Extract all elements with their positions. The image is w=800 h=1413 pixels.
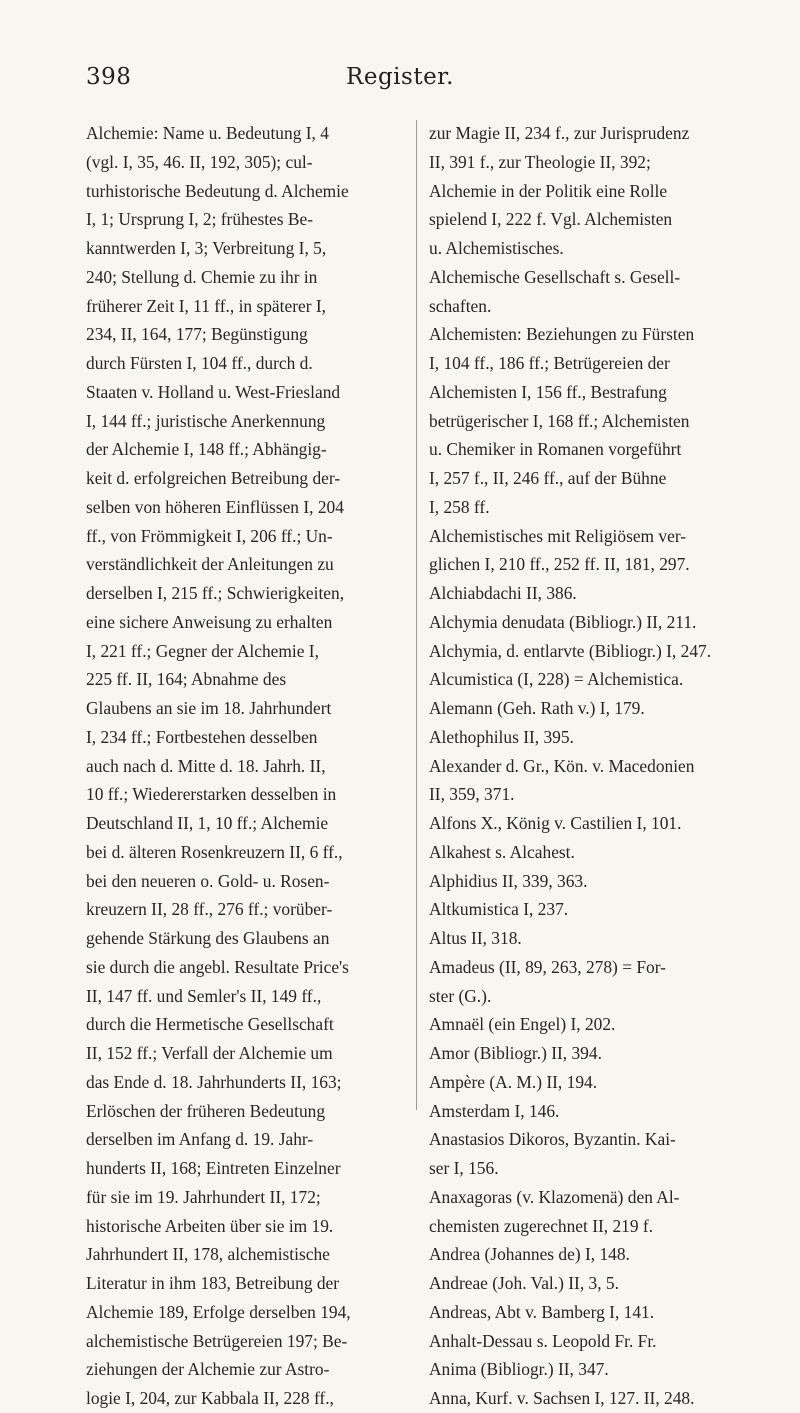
index-line: Anastasios Dikoros, Byzantin. Kai- (429, 1129, 676, 1150)
index-line: Andreae (Joh. Val.) II, 3, 5. (429, 1273, 619, 1293)
index-line: Alethophilus II, 395. (429, 726, 574, 747)
index-line: turhistorische Bedeutung d. Alchemie (86, 180, 349, 201)
index-line: (vgl. I, 35, 46. II, 192, 305); cul- (86, 151, 313, 172)
index-line: Andrea (Johannes de) I, 148. (429, 1244, 630, 1265)
index-line: Glaubens an sie im 18. Jahrhundert (86, 698, 332, 718)
index-line: Alcumistica (I, 228) = Alchemistica. (429, 669, 684, 690)
index-line: Anaxagoras (v. Klazomenä) den Al- (429, 1186, 680, 1207)
index-line: Alfons X., König v. Castilien I, 101. (429, 813, 682, 833)
index-line: u. Alchemistisches. (429, 238, 564, 258)
index-line: Alchemisten I, 156 ff., Bestrafung (429, 381, 667, 402)
index-line: u. Chemiker in Romanen vorgeführt (429, 439, 682, 460)
index-line: Alchemisten: Beziehungen zu Fürsten (429, 324, 695, 345)
index-line: I, 258 ff. (429, 496, 490, 517)
index-line: I, 104 ff., 186 ff.; Betrügereien der (429, 353, 670, 373)
index-line: schaften. (429, 295, 492, 316)
index-line: Alchymia, d. entlarvte (Bibliogr.) I, 247. (429, 640, 712, 661)
index-line: I, 257 f., II, 246 ff., auf der Bühne (429, 468, 667, 488)
index-line: Alchiabdachi II, 386. (429, 583, 577, 603)
index-line: II, 152 ff.; Verfall der Alchemie um (86, 1043, 333, 1063)
index-line: Amor (Bibliogr.) II, 394. (429, 1043, 602, 1063)
index-line: Erlöschen der früheren Bedeutung (86, 1100, 326, 1121)
index-line: Amnaël (ein Engel) I, 202. (429, 1014, 616, 1035)
index-line: 10 ff.; Wiedererstarken desselben in (86, 784, 337, 805)
page-number: 398 (86, 64, 132, 90)
index-line: Altus II, 318. (429, 928, 522, 948)
index-line: chemisten zugerechnet II, 219 f. (429, 1215, 654, 1236)
index-line: gehende Stärkung des Glaubens an (86, 928, 330, 948)
index-line: 225 ff. II, 164; Abnahme des (86, 669, 287, 690)
index-line: Alphidius II, 339, 363. (429, 870, 588, 891)
index-line: für sie im 19. Jahrhundert II, 172; (86, 1186, 321, 1207)
index-line: II, 391 f., zur Theologie II, 392; (429, 151, 651, 172)
index-line: 234, II, 164, 177; Begünstigung (86, 324, 308, 345)
index-line: I, 221 ff.; Gegner der Alchemie I, (86, 640, 319, 661)
index-line: bei den neueren o. Gold- u. Rosen- (86, 870, 330, 891)
index-line: Amsterdam I, 146. (429, 1100, 560, 1121)
index-line: das Ende d. 18. Jahrhunderts II, 163; (86, 1071, 342, 1092)
index-line: derselben im Anfang d. 19. Jahr- (86, 1129, 314, 1150)
right-column (429, 119, 769, 1413)
index-line: früherer Zeit I, 11 ff., in späterer I, (86, 295, 326, 316)
index-line: eine sichere Anweisung zu erhalten (86, 611, 333, 632)
index-line: derselben I, 215 ff.; Schwierigkeiten, (86, 583, 345, 603)
index-line: glichen I, 210 ff., 252 ff. II, 181, 297. (429, 554, 690, 575)
index-line: hunderts II, 168; Eintreten Einzelner (86, 1158, 341, 1178)
index-line: spielend I, 222 f. Vgl. Alchemisten (429, 209, 673, 230)
index-line: Jahrhundert II, 178, alchemistische (86, 1244, 330, 1265)
index-line: Altkumistica I, 237. (429, 899, 569, 920)
index-line: kreuzern II, 28 ff., 276 ff.; vorüber- (86, 899, 333, 920)
running-title: Register. (346, 64, 454, 90)
index-line: Alchymia denudata (Bibliogr.) II, 211. (429, 611, 697, 632)
index-line: ff., von Frömmigkeit I, 206 ff.; Un- (86, 525, 333, 546)
index-line: durch die Hermetische Gesellschaft (86, 1014, 334, 1035)
index-line: II, 147 ff. und Semler's II, 149 ff., (86, 985, 322, 1006)
index-line: Literatur in ihm 183, Betreibung der (86, 1273, 340, 1293)
index-line: der Alchemie I, 148 ff.; Abhängig- (86, 439, 327, 460)
index-line: Alchemistisches mit Religiösem ver- (429, 525, 687, 546)
index-line: historische Arbeiten über sie im 19. (86, 1215, 334, 1236)
index-line: Alexander d. Gr., Kön. v. Macedonien (429, 755, 695, 776)
index-line: bei d. älteren Rosenkreuzern II, 6 ff., (86, 841, 343, 862)
index-line: ser I, 156. (429, 1158, 499, 1178)
index-line: Alchemie 189, Erfolge derselben 194, (86, 1301, 351, 1322)
index-line: selben von höheren Einflüssen I, 204 (86, 496, 344, 517)
index-line: I, 144 ff.; juristische Anerkennung (86, 410, 326, 431)
index-line: II, 359, 371. (429, 784, 515, 805)
left-column (86, 119, 406, 1413)
index-line: sie durch die angebl. Resultate Price's (86, 956, 349, 977)
index-line: Amadeus (II, 89, 263, 278) = For- (429, 956, 666, 977)
index-line: Alchemische Gesellschaft s. Gesell- (429, 266, 681, 287)
index-line: alchemistische Betrügereien 197; Be- (86, 1330, 348, 1351)
index-line: Andreas, Abt v. Bamberg I, 141. (429, 1301, 655, 1322)
index-line: auch nach d. Mitte d. 18. Jahrh. II, (86, 755, 326, 776)
page-header (0, 64, 800, 94)
index-line: Anima (Bibliogr.) II, 347. (429, 1359, 609, 1380)
index-line: Alchemie in der Politik eine Rolle (429, 180, 668, 201)
index-line: Anna, Kurf. v. Sachsen I, 127. II, 248. (429, 1388, 695, 1408)
index-line: 240; Stellung d. Chemie zu ihr in (86, 266, 318, 287)
index-line: logie I, 204, zur Kabbala II, 228 ff., (86, 1388, 334, 1408)
column-divider (416, 120, 417, 1110)
index-line: ster (G.). (429, 985, 492, 1006)
index-line: keit d. erfolgreichen Betreibung der- (86, 468, 341, 488)
index-line: durch Fürsten I, 104 ff., durch d. (86, 353, 313, 373)
index-line: Alchemie: Name u. Bedeutung I, 4 (86, 123, 329, 143)
index-line: Alkahest s. Alcahest. (429, 841, 575, 862)
index-line: Ampère (A. M.) II, 194. (429, 1071, 598, 1092)
index-line: zur Magie II, 234 f., zur Jurisprudenz (429, 123, 690, 143)
index-line: Anhalt-Dessau s. Leopold Fr. Fr. (429, 1330, 657, 1351)
index-line: kanntwerden I, 3; Verbreitung I, 5, (86, 238, 327, 258)
index-line: ziehungen der Alchemie zur Astro- (86, 1359, 330, 1380)
index-line: verständlichkeit der Anleitungen zu (86, 554, 334, 575)
index-line: Deutschland II, 1, 10 ff.; Alchemie (86, 813, 329, 833)
index-line: Alemann (Geh. Rath v.) I, 179. (429, 698, 645, 718)
index-line: Staaten v. Holland u. West-Friesland (86, 381, 341, 402)
index-line: I, 234 ff.; Fortbestehen desselben (86, 726, 318, 747)
index-line: betrügerischer I, 168 ff.; Alchemisten (429, 410, 690, 431)
index-line: I, 1; Ursprung I, 2; frühestes Be- (86, 209, 313, 230)
